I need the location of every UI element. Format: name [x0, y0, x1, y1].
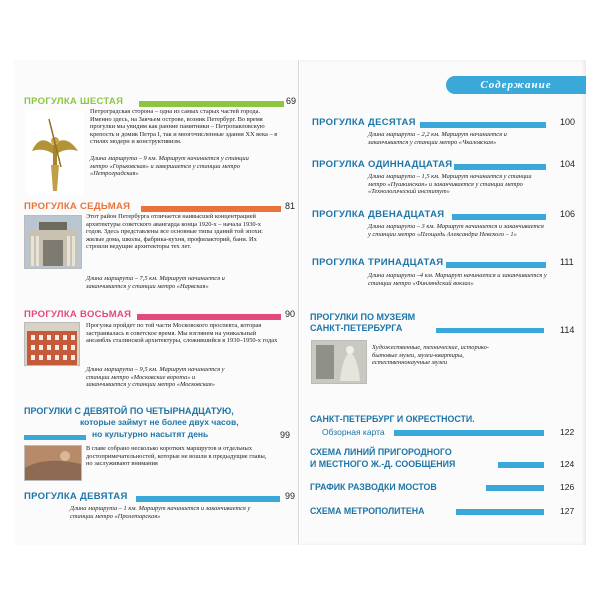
- walk9-title: ПРОГУЛКА ДЕВЯТАЯ: [24, 491, 128, 502]
- walk7-description: Этот район Петербурга отличается наивысшей концентрацией архитектуры советского авангарда конца 1920-х – начала 1930-х годов. Здесь представлены все основные типы зданий той эпохи: жилые дома, школы, фабрика-кухня, профилакторий, бани. Их строили ведущие архитекторы тех лет.: [86, 213, 263, 251]
- narva-gate-photo: [24, 215, 82, 269]
- walks9to14-page: 99: [280, 430, 291, 440]
- trains-entry[interactable]: [310, 447, 582, 473]
- trains-title-line2: И МЕСТНОГО Ж.-Д. СООБЩЕНИЯ: [310, 459, 456, 469]
- bridges-entry[interactable]: [310, 482, 582, 494]
- walk7-page: 81: [285, 201, 296, 211]
- walk12-page: 106: [560, 209, 576, 219]
- walks9to14-photo: [24, 445, 82, 481]
- walk9-route: Длина маршрута – 1 км. Маршрут начинается и заканчивается у станции метро «Пролетарская»: [70, 505, 251, 520]
- walk6-bar: [139, 101, 284, 107]
- walks9to14-bar: [24, 435, 86, 440]
- museums-title-line2: САНКТ-ПЕТЕРБУРГА: [310, 323, 403, 333]
- angel-statue-photo: [26, 111, 84, 195]
- map-subtitle: Обзорная карта: [322, 427, 385, 437]
- walk13-page: 111: [560, 257, 574, 267]
- bridges-title: ГРАФИК РАЗВОДКИ МОСТОВ: [310, 482, 437, 492]
- moskovsky-building-photo: [24, 322, 80, 366]
- walk12-title: ПРОГУЛКА ДВЕНАДЦАТАЯ: [312, 209, 445, 220]
- map-title: САНКТ-ПЕТЕРБУРГ И ОКРЕСТНОСТИ.: [310, 414, 475, 424]
- walk6-route: Длина маршрута – 9 км. Маршрут начинается у станции метро «Горьковская» и завершается у станции метро «Петроградская»: [90, 155, 249, 178]
- walk9-bar: [136, 496, 280, 502]
- walk11-route: Длина маршрута – 1,5 км. Маршрут начинается у станции метро «Пушкинская» и заканчивается у станции метро «Технологический институт»: [368, 173, 532, 196]
- museum-photo: [311, 340, 367, 384]
- walk8-bar: [137, 314, 281, 320]
- walk11-page: 104: [560, 159, 576, 169]
- museums-page: 114: [560, 325, 575, 335]
- metro-page: 127: [560, 506, 575, 516]
- walk10-bar: [420, 122, 546, 128]
- walk12-bar: [452, 214, 546, 220]
- trains-bar: [498, 462, 544, 468]
- walk12-header[interactable]: [312, 210, 582, 222]
- walk10-page: 100: [560, 117, 576, 127]
- walk8-title: ПРОГУЛКА ВОСЬМАЯ: [24, 309, 132, 320]
- metro-entry[interactable]: [310, 506, 582, 518]
- walk9-header[interactable]: [24, 492, 298, 504]
- bridges-bar: [486, 485, 544, 491]
- map-bar: [394, 430, 544, 436]
- walks9to14-description: В главе собрано несколько коротких маршрутов и отдельных достопримечательностей, которые не вошли в предыдущие главы, но заслуживают внимания: [86, 445, 267, 468]
- walks9to14-title-line2: которые займут не более двух часов,: [80, 417, 239, 427]
- map-entry[interactable]: [310, 414, 582, 440]
- walk13-title: ПРОГУЛКА ТРИНАДЦАТАЯ: [312, 257, 444, 268]
- walk7-route: Длина маршрута – 7,5 км. Маршрут начинается и заканчивается у станции метро «Нарвская»: [86, 275, 225, 290]
- walk6-title: ПРОГУЛКА ШЕСТАЯ: [24, 96, 124, 107]
- walk7-title: ПРОГУЛКА СЕДЬМАЯ: [24, 201, 131, 212]
- contents-tab: [446, 76, 586, 94]
- walk11-bar: [454, 164, 546, 170]
- walk10-header[interactable]: [312, 118, 582, 130]
- walk11-header[interactable]: [312, 160, 582, 172]
- walk8-page: 90: [285, 309, 296, 319]
- walk8-header[interactable]: [24, 310, 298, 322]
- bridges-page: 126: [560, 482, 575, 492]
- walks9to14-title-line1: ПРОГУЛКИ С ДЕВЯТОЙ ПО ЧЕТЫРНАДЦАТУЮ,: [24, 406, 234, 416]
- museums-header[interactable]: [310, 312, 582, 340]
- walk13-bar: [446, 262, 546, 268]
- walk6-description: Петроградская сторона – одна из самых старых частей города. Именно здесь, на Заячьем острове, возник Петербург. Во время прогулки мы увидим как ранние памятники – Петропавловскую крепость и домик Петра I, так и многочисленные здания XX века – в стилях модерн и конструктивизм.: [90, 108, 278, 146]
- museums-description: Художественные, технические, историко-бытовые музеи, музеи-квартиры, естественнонаучные музеи: [372, 344, 489, 367]
- walk8-description: Прогулка пройдет по той части Московского проспекта, которая застраивалась в советское время. Мы взглянем на уникальный ансамбль сталинской архитектуры, сложившийся в 1930–1950-х годах: [86, 322, 278, 345]
- walks9to14-header[interactable]: [24, 406, 298, 442]
- walk9-page: 99: [285, 491, 296, 501]
- walk7-bar: [141, 206, 281, 212]
- walk13-route: Длина маршрута –4 км. Маршрут начинается и заканчивается у станции метро «Финляндский вокзал»: [368, 272, 547, 287]
- trains-page: 124: [560, 459, 575, 469]
- walk10-route: Длина маршрута – 2,2 км. Маршрут начинается и заканчивается у станции метро «Чкаловская»: [368, 131, 507, 146]
- trains-title-line1: СХЕМА ЛИНИЙ ПРИГОРОДНОГО: [310, 447, 452, 457]
- museums-bar: [436, 328, 544, 333]
- museums-title-line1: ПРОГУЛКИ ПО МУЗЕЯМ: [310, 312, 416, 322]
- metro-bar: [456, 509, 544, 515]
- walk11-title: ПРОГУЛКА ОДИННАДЦАТАЯ: [312, 159, 453, 170]
- walk12-route: Длина маршрута – 3 км. Маршрут начинается и заканчивается у станции метро «Площадь Александра Невского – 1»: [368, 223, 544, 238]
- map-page: 122: [560, 427, 575, 437]
- contents-title: Содержание: [480, 79, 552, 91]
- walk8-route: Длина маршрута – 9,5 км. Маршрут начинается у станции метро «Московские ворота» и заканчивается у станции метро «Московская»: [86, 366, 225, 389]
- walks9to14-title-line3: но культурно насытят день: [92, 429, 209, 439]
- metro-title: СХЕМА МЕТРОПОЛИТЕНА: [310, 506, 425, 516]
- walk13-header[interactable]: [312, 258, 582, 270]
- walk10-title: ПРОГУЛКА ДЕСЯТАЯ: [312, 117, 416, 128]
- walk6-page: 69: [286, 96, 297, 106]
